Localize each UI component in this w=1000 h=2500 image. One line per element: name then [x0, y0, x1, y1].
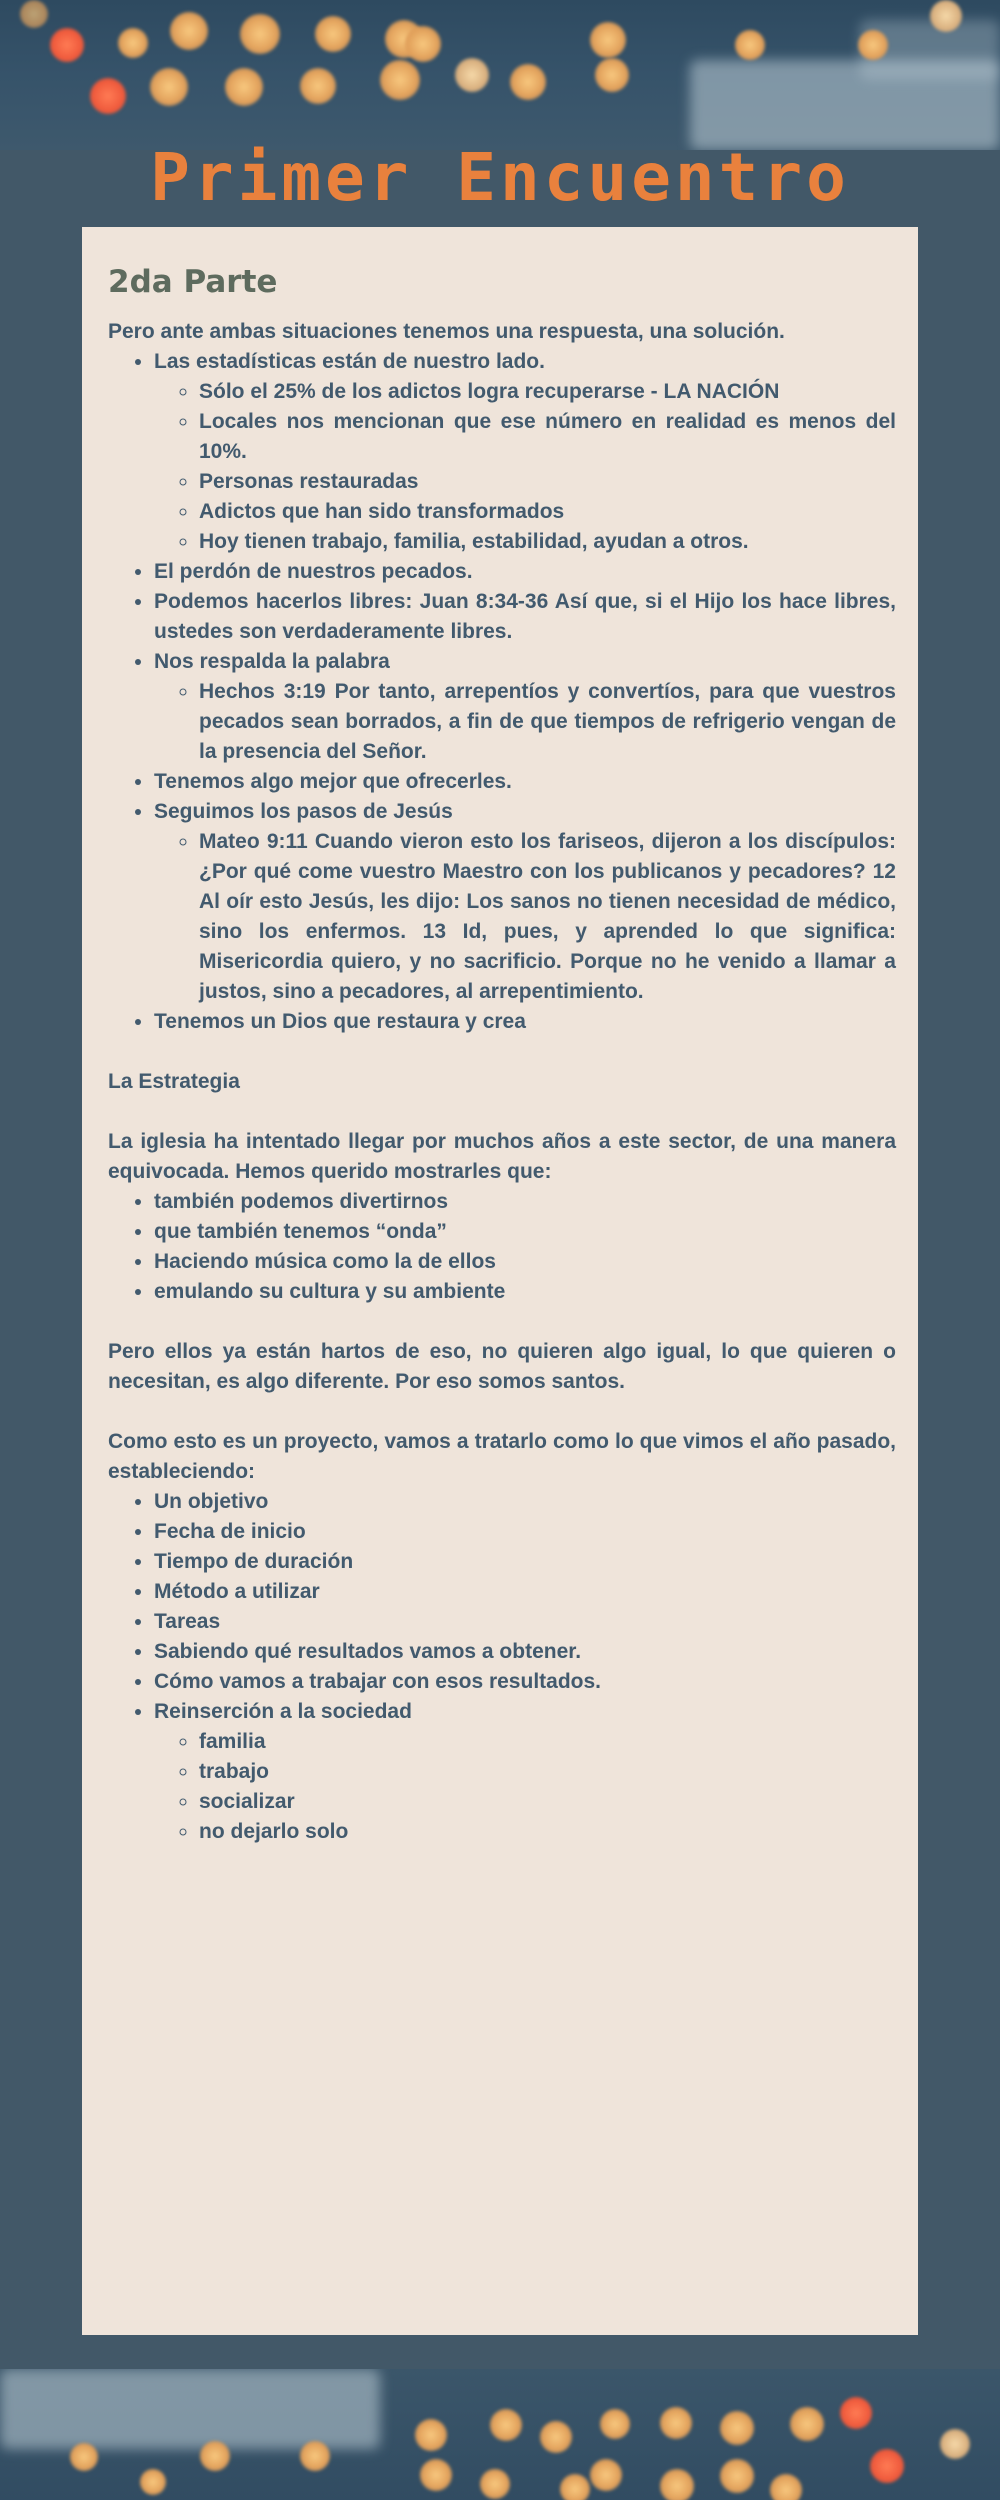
sublist — [154, 677, 896, 767]
list-item-text: Las estadísticas están de nuestro lado. — [154, 350, 545, 373]
sublist-item: ◦ Hechos 3:19 Por tanto, arrepentíos y convertíos, para que vuestros pecados sean borrados, a fin de que tiempos de refrigerio vengan de la presencia del Señor. — [199, 677, 896, 767]
strategy-paragraph: Pero ellos ya están hartos de eso, no quieren algo igual, lo que quieren o necesitan, es algo diferente. Por eso somos santos. — [108, 1340, 896, 1393]
sublist-item: ◦ no dejarlo solo — [199, 1817, 896, 1847]
list-item: • Sabiendo qué resultados vamos a obtener. — [154, 1637, 896, 1667]
strategy-heading: La Estrategia — [108, 1070, 240, 1093]
list-item: • El perdón de nuestros pecados. — [154, 557, 896, 587]
list-item: • Tareas — [154, 1607, 896, 1637]
list-item — [154, 1697, 896, 1847]
section-intro: Pero ante ambas situaciones tenemos una respuesta, una solución. — [108, 320, 785, 343]
sublist-item: ◦ familia — [199, 1727, 896, 1757]
sublist-item: ◦ socializar — [199, 1787, 896, 1817]
strategy-intro: La iglesia ha intentado llegar por muchos años a este sector, de una manera equivocada. Hemos querido mostrarles que: — [108, 1130, 896, 1183]
top-bokeh-banner — [0, 0, 1000, 150]
list-item: • emulando su cultura y su ambiente — [154, 1277, 896, 1307]
project-list — [108, 1487, 896, 1847]
list-item: • Tenemos algo mejor que ofrecerles. — [154, 767, 896, 797]
list-item: • Podemos hacerlos libres: Juan 8:34-36 Así que, si el Hijo los hace libres, ustedes son verdaderamente libres. — [154, 587, 896, 647]
list-item: • Haciendo música como la de ellos — [154, 1247, 896, 1277]
section-points-list — [108, 347, 896, 1037]
list-item — [154, 647, 896, 767]
sublist — [154, 1727, 896, 1847]
sublist-item: ◦ trabajo — [199, 1757, 896, 1787]
list-item — [154, 347, 896, 557]
sublist-item: ◦ Locales nos mencionan que ese número en realidad es menos del 10%. — [199, 407, 896, 467]
sublist — [154, 377, 896, 557]
sublist-item: ◦ Adictos que han sido transformados — [199, 497, 896, 527]
list-item: • Método a utilizar — [154, 1577, 896, 1607]
section-heading: 2da Parte — [108, 264, 278, 300]
list-item: • también podemos divertirnos — [154, 1187, 896, 1217]
list-item: • Cómo vamos a trabajar con esos resultados. — [154, 1667, 896, 1697]
list-item: • Tiempo de duración — [154, 1547, 896, 1577]
sublist — [154, 827, 896, 1007]
page-title: Primer Encuentro — [150, 139, 850, 216]
list-item: • que también tenemos “onda” — [154, 1217, 896, 1247]
list-item-text: Nos respalda la palabra — [154, 650, 390, 673]
sublist-item: ◦ Personas restauradas — [199, 467, 896, 497]
list-item: • Tenemos un Dios que restaura y crea — [154, 1007, 896, 1037]
sublist-item: ◦ Sólo el 25% de los adictos logra recuperarse - LA NACIÓN — [199, 377, 896, 407]
list-item: • Fecha de inicio — [154, 1517, 896, 1547]
bottom-bokeh-banner — [0, 2369, 1000, 2500]
list-item — [154, 797, 896, 1007]
sublist-item: ◦ Hoy tienen trabajo, familia, estabilidad, ayudan a otros. — [199, 527, 896, 557]
content-panel — [82, 227, 918, 2335]
list-item-text: Seguimos los pasos de Jesús — [154, 800, 453, 823]
sublist-item: ◦ Mateo 9:11 Cuando vieron esto los fariseos, dijeron a los discípulos: ¿Por qué come vuestro Maestro con los publicanos y pecadores? 12 Al oír esto Jesús, les dijo: Los sanos no tienen necesidad de médico, sino los enfermos. 13 Id, pues, y aprended lo que significa: Misericordia quiero, y no sacrificio. Porque no he venido a llamar a justos, sino a pecadores, al arrepentimiento. — [199, 827, 896, 1007]
list-item: • Un objetivo — [154, 1487, 896, 1517]
project-intro: Como esto es un proyecto, vamos a tratarlo como lo que vimos el año pasado, estableciendo: — [108, 1430, 896, 1483]
strategy-list — [108, 1187, 896, 1307]
list-item-text: Reinserción a la sociedad — [154, 1700, 412, 1723]
